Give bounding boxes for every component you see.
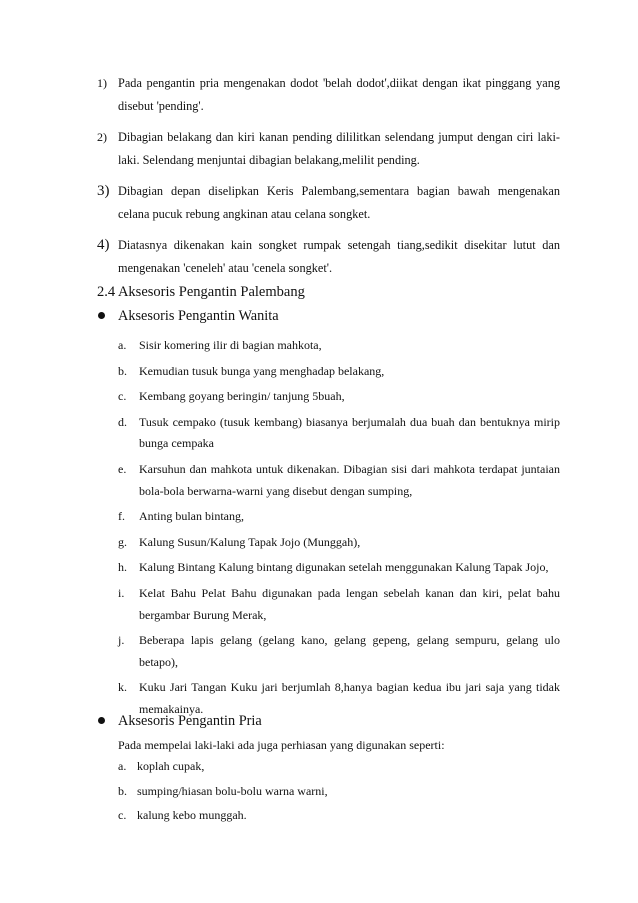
list-item-text: Dibagian belakang dan kiri kanan pending dililitkan selendang jumput dengan ciri laki-laki. Selendang menjuntai dibagian belakang,melilit pending. — [118, 130, 560, 167]
list-marker: 4) — [97, 237, 110, 253]
list-item-text: sumping/hiasan bolu-bolu warna warni, — [137, 783, 328, 798]
list-marker: b. — [118, 363, 127, 378]
list-item — [97, 72, 560, 118]
list-item-text: Kalung Susun/Kalung Tapak Jojo (Munggah), — [139, 534, 361, 549]
list-marker: h. — [118, 560, 127, 575]
list-item — [118, 361, 560, 383]
pria-intro: Pada mempelai laki-laki ada juga perhiasan yang digunakan seperti: — [118, 738, 445, 752]
list-item — [118, 756, 560, 778]
bullet-title: Aksesoris Pengantin Wanita — [118, 308, 279, 324]
list-item-text: Kembang goyang beringin/ tanjung 5buah, — [139, 389, 345, 404]
list-item-text: Pada pengantin pria mengenakan dodot 'belah dodot',diikat dengan ikat pinggang yang disebut 'pending'. — [118, 76, 560, 113]
list-marker: b. — [118, 783, 127, 798]
list-item-text: Kelat Bahu Pelat Bahu digunakan pada lengan sebelah kanan dan kiri, pelat bahu bergambar Burung Merak, — [139, 585, 560, 622]
list-item — [118, 532, 560, 554]
list-item — [97, 180, 560, 226]
list-item — [97, 234, 560, 280]
list-item-text: Sisir komering ilir di bagian mahkota, — [139, 338, 322, 352]
list-item — [118, 781, 560, 803]
numbered-list — [97, 72, 560, 288]
list-item-text: Anting bulan bintang, — [139, 509, 244, 524]
list-item — [118, 630, 560, 673]
list-marker: 1) — [97, 76, 107, 90]
list-item-text: Diatasnya dikenakan kain songket rumpak setengah tiang,sedikit disekitar lutut dan mengenakan 'ceneleh' atau 'cenela songket'. — [118, 238, 560, 275]
list-item-text: koplah cupak, — [137, 759, 205, 773]
bullet-icon — [98, 717, 105, 724]
list-item — [118, 459, 560, 502]
list-item — [118, 583, 560, 626]
list-marker: 2) — [97, 130, 107, 144]
list-item-text: Kuku Jari Tangan Kuku jari berjumlah 8,hanya bagian kedua ibu jari saja yang tidak memakainya. — [139, 680, 560, 716]
list-marker: g. — [118, 534, 127, 549]
list-item-text: kalung kebo munggah. — [137, 808, 247, 823]
list-marker: d. — [118, 414, 127, 429]
list-item — [118, 805, 560, 827]
list-marker: k. — [118, 680, 127, 695]
bullet-title: Aksesoris Pengantin Pria — [118, 713, 262, 729]
list-marker: a. — [118, 759, 127, 773]
list-item-text: Karsuhun dan mahkota untuk dikenakan. Dibagian sisi dari mahkota terdapat juntaian bola-bola berwarna-warni yang disebut dengan sumping, — [139, 461, 560, 498]
list-marker: c. — [118, 389, 127, 404]
list-marker: j. — [118, 633, 125, 648]
list-item — [118, 557, 560, 579]
list-item-text: Dibagian depan diselipkan Keris Palembang,sementara bagian bawah mengenakan celana pucuk rebung angkinan atau celana songket. — [118, 184, 560, 221]
list-item — [118, 386, 560, 408]
list-marker: i. — [118, 585, 125, 600]
list-marker: 3) — [97, 183, 110, 199]
list-marker: f. — [118, 509, 125, 524]
pria-accessory-list — [118, 756, 560, 830]
list-item-text: Kemudian tusuk bunga yang menghadap belakang, — [139, 363, 385, 378]
wanita-accessory-list — [118, 335, 560, 725]
list-item — [97, 126, 560, 172]
list-item-text: Beberapa lapis gelang (gelang kano, gelang gepeng, gelang sempuru, gelang ulo betapo), — [139, 633, 560, 669]
list-item-text: Tusuk cempako (tusuk kembang) biasanya berjumalah dua buah dan bentuknya mirip bunga cempaka — [139, 414, 560, 451]
list-item — [118, 335, 560, 357]
list-item — [118, 412, 560, 455]
list-item-text: Kalung Bintang Kalung bintang digunakan setelah menggunakan Kalung Tapak Jojo, — [139, 560, 549, 575]
list-marker: e. — [118, 461, 127, 476]
section-heading: 2.4 Aksesoris Pengantin Palembang — [97, 284, 305, 300]
list-item — [118, 506, 560, 528]
bullet-icon — [98, 312, 105, 319]
list-marker: c. — [118, 808, 127, 823]
list-marker: a. — [118, 338, 127, 352]
